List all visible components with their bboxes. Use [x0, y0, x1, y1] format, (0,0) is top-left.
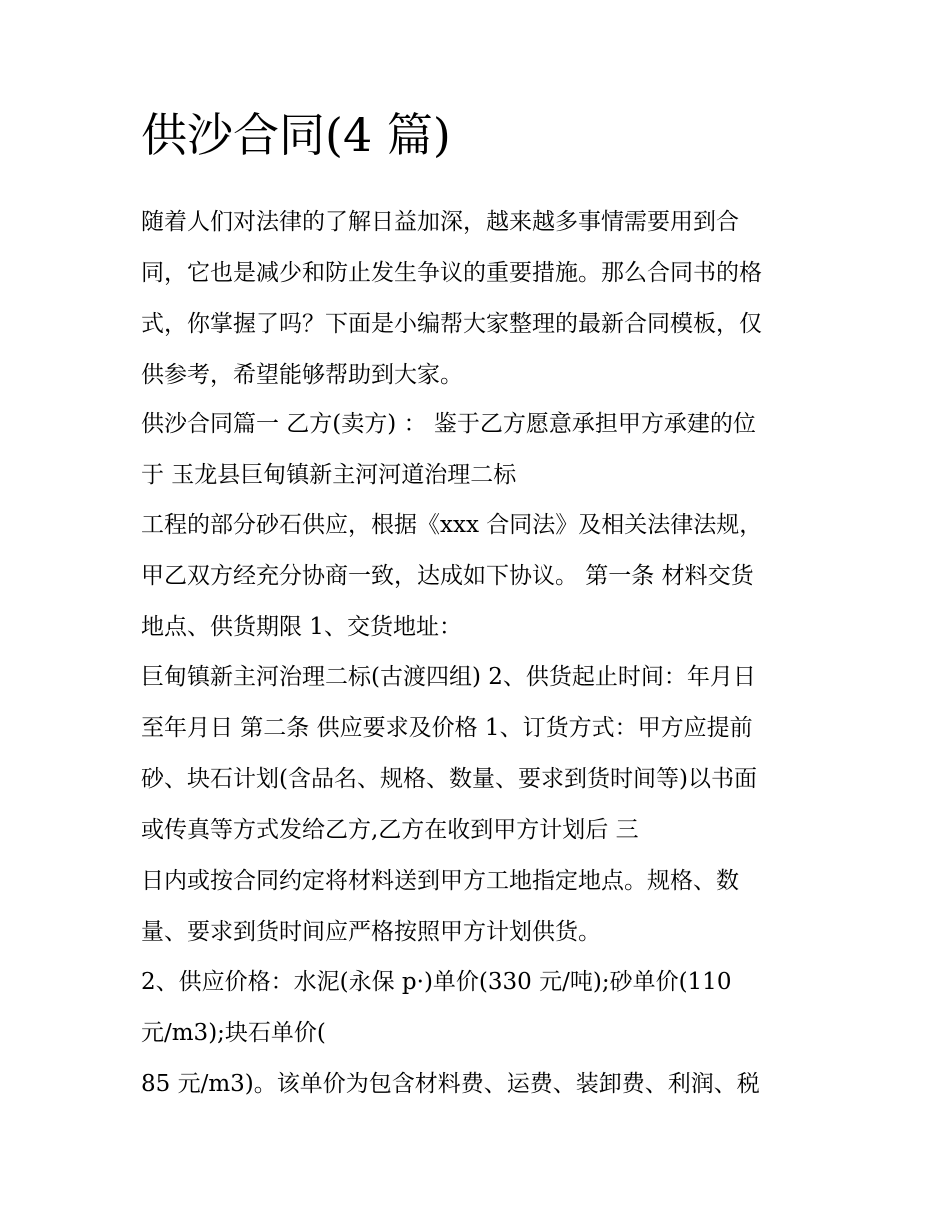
body-line: 随着人们对法律的了解日益加深，越来越多事情需要用到合 [141, 209, 739, 235]
body-line: 工程的部分砂石供应，根据《xxx 合同法》及相关法律法规， [141, 512, 763, 538]
body-line: 85 元/m3)。该单价为包含材料费、运费、装卸费、利润、税 [141, 1071, 760, 1097]
body-line: 式，你掌握了吗？下面是小编帮大家整理的最新合同模板，仅 [141, 311, 762, 337]
body-line: 量、要求到货时间应严格按照甲方计划供货。 [141, 919, 601, 945]
body-line: 元/m3);块石单价( [141, 1020, 326, 1046]
body-line: 甲乙双方经充分协商一致，达成如下协议。 第一条 材料交货 [141, 563, 754, 589]
body-line: 同，它也是减少和防止发生争议的重要措施。那么合同书的格 [141, 260, 762, 286]
body-line: 或传真等方式发给乙方,乙方在收到甲方计划后 三 [141, 817, 639, 843]
body-line: 于 玉龙县巨甸镇新主河河道治理二标 [141, 462, 517, 488]
body-line: 2、供应价格：水泥(永保 p·)单价(330 元/吨);砂单价(110 [141, 969, 732, 995]
body-line: 巨甸镇新主河治理二标(古渡四组) 2、供货起止时间：年月日 [141, 664, 756, 690]
body-line: 日内或按合同约定将材料送到甲方工地指定地点。规格、数 [141, 868, 739, 894]
body-line: 地点、供货期限 1、交货地址： [141, 614, 462, 640]
body-line: 供参考，希望能够帮助到大家。 [141, 362, 463, 388]
body-line: 供沙合同篇一 乙方(卖方) ： 鉴于乙方愿意承担甲方承建的位 [141, 411, 756, 437]
document-title: 供沙合同(4 篇) [141, 108, 451, 162]
body-line: 至年月日 第二条 供应要求及价格 1、订货方式：甲方应提前 [141, 715, 753, 741]
body-line: 砂、块石计划(含品名、规格、数量、要求到货时间等)以书面 [141, 766, 757, 792]
